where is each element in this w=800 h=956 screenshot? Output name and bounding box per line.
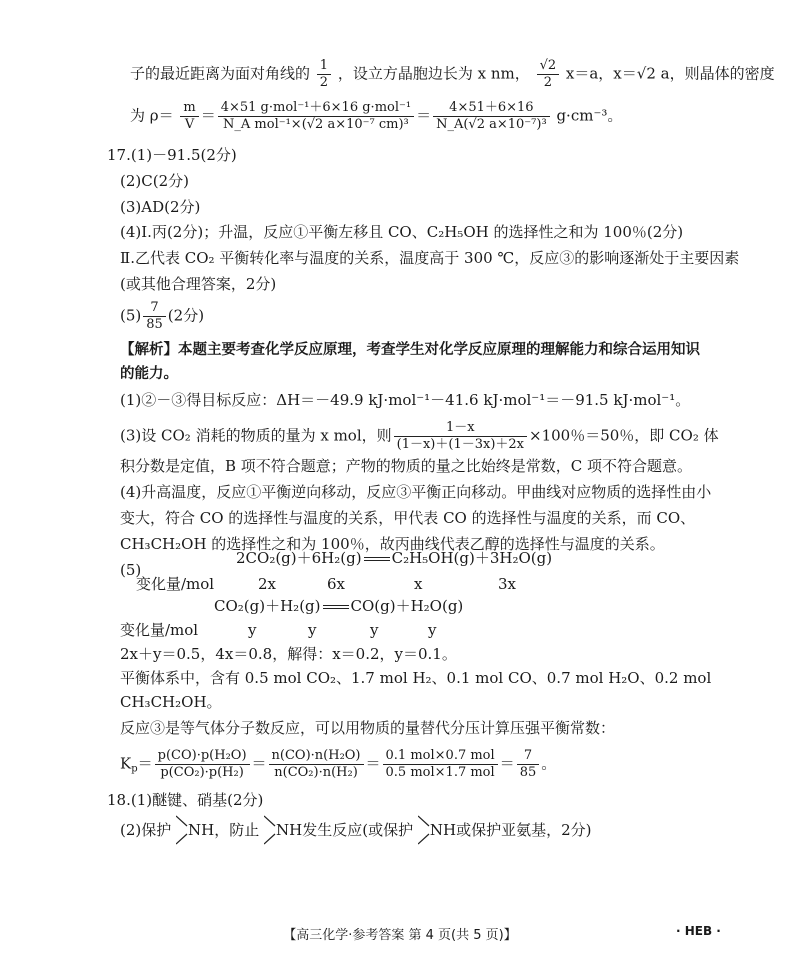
equilibrium-arrow-icon — [323, 605, 349, 609]
text-segment: g·cm⁻³。 — [556, 106, 623, 125]
q17-answer-4-i: (4)Ⅰ.丙(2分)；升温，反应①平衡左移且 CO、C₂H₅OH 的选择性之和为 100％(2分) — [120, 223, 684, 241]
nh-text: NH — [188, 821, 215, 839]
text-segment: ，设立方晶胞边长为 — [337, 64, 473, 83]
fraction-root2-over-2 — [537, 58, 560, 91]
q17-answer-5 — [120, 300, 204, 333]
change-value: 2x — [258, 575, 277, 593]
frac-num: 4×51 g·mol⁻¹＋6×16 g·mol⁻¹ — [218, 100, 414, 117]
analysis-3-cont: 积分数是定值，B 项不符合题意；产物的物质的量之比始终是常数，C 项不符合题意。 — [120, 457, 693, 475]
text-segment: ×100％＝50％，即 CO₂ 体 — [529, 426, 719, 445]
nh-text: NH — [429, 821, 457, 839]
analysis-1: (1)②－③得目标反应：ΔH＝－49.9 kJ·mol⁻¹－41.6 kJ·mol⁻¹＝－91.5 kJ·mol⁻¹。 — [120, 391, 691, 409]
page-footer: 【高三化学·参考答案 第 4 页(共 5 页)】 — [283, 928, 517, 943]
imino-group — [176, 820, 214, 840]
q17-answer-4-note: (或其他合理答案，2分) — [120, 275, 277, 293]
fraction-kp-pressure — [155, 748, 250, 781]
frac-den: 2 — [543, 75, 552, 90]
kp-explanation: 反应③是等气体分子数反应，可以用物质的量替代分压计算压强平衡常数： — [120, 719, 616, 737]
kp-formula: $K_p=$ $\frac{\text{p(CO)·p(H₂O)}}{\text{p(CO₂)·p(H₂)}}$ ＝ $\frac{\text{n(CO)·n(H₂O)}}{\text{n(CO₂)·n(H₂)}}$ ＝ $\frac{\text{0.1 mol×0.7 mol}}{\text{0.5 mol×1.7 mol}}$ ＝ $\frac{7}{85}$ 。 — [120, 748, 557, 780]
text-segment: (2)保护 — [120, 821, 172, 839]
frac-num: 1 — [317, 58, 331, 75]
frac-den: 0.5 mol×1.7 mol — [385, 765, 495, 780]
text-segment: 为 ρ＝ — [130, 106, 174, 125]
fraction-kp-moles — [269, 748, 364, 781]
equilibrium-arrow-icon — [364, 557, 390, 561]
text-segment: CO(g)＋H₂O(g) — [350, 597, 464, 615]
fraction-density-2 — [433, 100, 550, 133]
fraction-kp-result — [517, 748, 540, 781]
analysis-5-label: (5) — [120, 561, 142, 579]
kp-subscript: p — [131, 763, 138, 775]
equilibrium-contents-cont: CH₃CH₂OH。 — [120, 693, 222, 711]
text-segment: C₂H₅OH(g)＋3H₂O(g) — [391, 549, 553, 567]
frac-num: n(CO)·n(H₂O) — [269, 748, 364, 765]
frac-num: 0.1 mol×0.7 mol — [383, 748, 498, 765]
q18-answer-2 — [120, 820, 592, 840]
change-value: 6x — [327, 575, 346, 593]
text-segment: x＝a，x＝√2 a，则晶体的密度 — [565, 64, 775, 83]
frac-num: p(CO)·p(H₂O) — [155, 748, 250, 765]
frac-den: p(CO₂)·p(H₂) — [160, 765, 244, 780]
text-segment: CO₂(g)＋H₂(g) — [214, 597, 321, 615]
q17-answer-2: (2)C(2分) — [120, 172, 189, 190]
fraction-7-85 — [143, 300, 166, 333]
reaction-3 — [214, 596, 463, 616]
change-value: y — [308, 621, 317, 639]
frac-num: 7 — [143, 300, 166, 317]
solve-line: 2x＋y＝0.5，4x＝0.8，解得：x＝0.2，y＝0.1。 — [120, 645, 457, 663]
fraction-co2-volume — [394, 420, 527, 453]
frac-den: N_A(√2 a×10⁻⁷)³ — [436, 117, 547, 132]
frac-num: 4×51＋6×16 — [433, 100, 550, 117]
kp-symbol: K — [120, 754, 132, 773]
frac-den: 85 — [146, 317, 163, 332]
change-label-2: 变化量/mol — [120, 621, 199, 639]
analysis-3 — [120, 420, 719, 453]
frac-den: V — [184, 117, 195, 132]
change-value: y — [248, 621, 257, 639]
change-value: y — [370, 621, 379, 639]
analysis-title-cont: 的能力。 — [120, 366, 178, 382]
imino-group — [418, 820, 456, 840]
analysis-4a: (4)升高温度，反应①平衡逆向移动，反应③平衡正向移动。甲曲线对应物质的选择性由小 — [120, 483, 712, 501]
text-segment: (3)设 CO₂ 消耗的物质的量为 x mol，则 — [120, 426, 392, 445]
analysis-title: 【解析】本题主要考查化学反应原理，考查学生对化学反应原理的理解能力和综合运用知识 — [120, 342, 700, 358]
equilibrium-contents: 平衡体系中，含有 0.5 mol CO₂、1.7 mol H₂、0.1 mol CO、0.7 mol H₂O、0.2 mol — [120, 669, 712, 687]
change-value: 3x — [498, 575, 517, 593]
change-value: x — [414, 575, 423, 593]
text-segment: 发生反应(或保护 — [302, 821, 414, 839]
imino-group — [264, 820, 302, 840]
q18-answer-1: 18.(1)醚键、硝基(2分) — [107, 791, 264, 809]
text-segment: x nm， — [477, 64, 530, 83]
frac-num: √2 — [537, 58, 560, 75]
reaction-1 — [236, 548, 552, 568]
text-segment: ，防止 — [214, 821, 260, 839]
text-segment: (5) — [120, 306, 142, 325]
q17-answer-4-ii: Ⅱ.乙代表 CO₂ 平衡转化率与温度的关系，温度高于 300 ℃，反应③的影响逐渐处于主要因素 — [120, 249, 740, 267]
fraction-density-1 — [218, 100, 414, 133]
analysis-4b: 变大，符合 CO 的选择性与温度的关系，甲代表 CO 的选择性与温度的关系，而 CO、 — [120, 509, 696, 527]
q17-answer-3: (3)AD(2分) — [120, 198, 201, 216]
imino-bonds-icon — [176, 814, 190, 846]
fraction-m-over-v — [180, 100, 198, 133]
q17-answer-1: 17.(1)－91.5(2分) — [107, 146, 237, 164]
heb-mark: · HEB · — [676, 924, 721, 938]
analysis-4c: CH₃CH₂OH 的选择性之和为 100％，故丙曲线代表乙醇的选择性与温度的关系。 — [120, 535, 665, 553]
frac-num: 7 — [517, 748, 540, 765]
fraction-kp-values — [383, 748, 498, 781]
text-segment: (2分) — [167, 306, 205, 325]
text-segment: 或保护亚氨基，2分) — [456, 821, 592, 839]
frac-num: m — [180, 100, 198, 117]
frac-den: N_A mol⁻¹×(√2 a×10⁻⁷ cm)³ — [223, 117, 409, 132]
imino-bonds-icon — [418, 814, 432, 846]
frac-den: (1－x)＋(1－3x)＋2x — [396, 437, 524, 452]
change-label-1: 变化量/mol — [136, 575, 215, 593]
frac-den: n(CO₂)·n(H₂) — [274, 765, 358, 780]
change-value: y — [428, 621, 437, 639]
frac-num: 1－x — [394, 420, 527, 437]
text-segment: 2CO₂(g)＋6H₂(g) — [236, 549, 362, 567]
frac-den: 2 — [319, 75, 329, 90]
density-line-2: 为 ρ＝ $\frac{m}{V}$ ＝ $\frac{\text{4×51 g·mol⁻¹＋6×16 g·mol⁻¹}}{\text{N\_A mol⁻¹×(√2 a×10⁻⁷ cm)³}}$ ＝ $\frac{4\times 51+6\times 16}{\text{N\_A(√2 a×10⁻⁷)³}}$ g·cm⁻³。 — [130, 100, 623, 132]
density-line-1 — [130, 58, 775, 91]
text-segment: 子的最近距离为面对角线的 — [130, 64, 311, 83]
fraction-half — [317, 58, 331, 91]
nh-text: NH — [276, 821, 303, 839]
imino-bonds-icon — [264, 814, 278, 846]
frac-den: 85 — [519, 765, 537, 780]
